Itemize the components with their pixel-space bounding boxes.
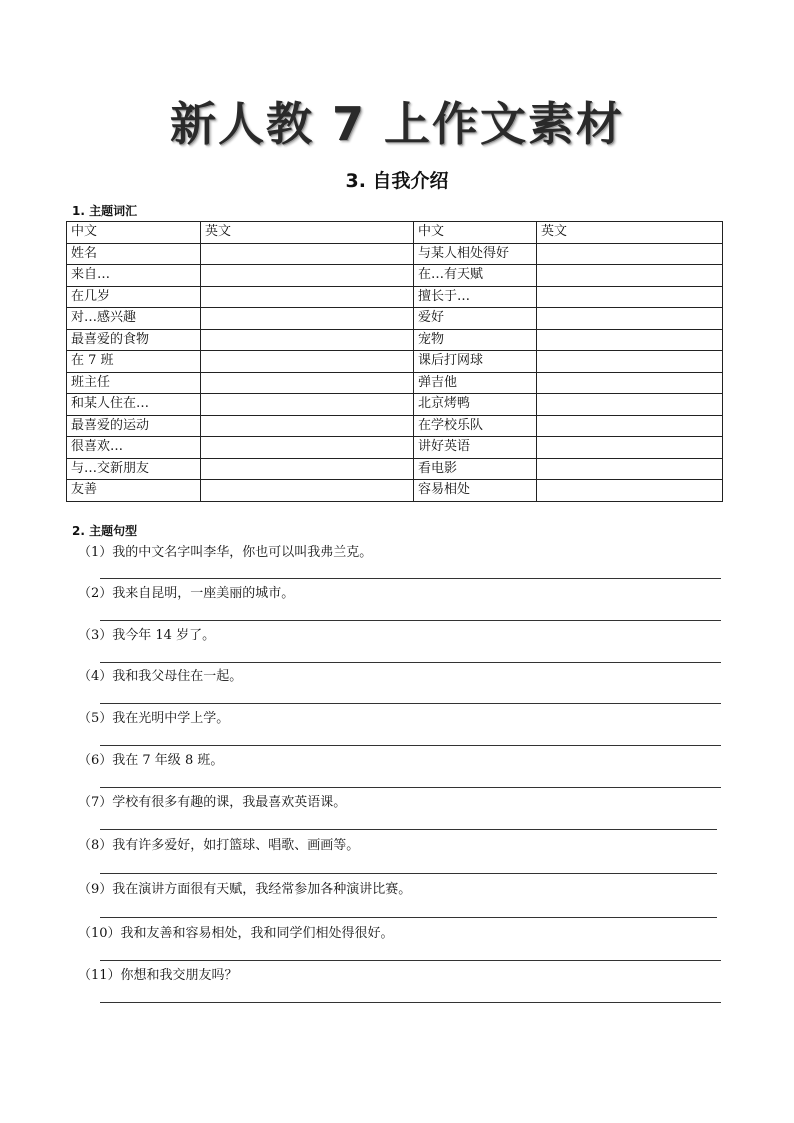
table-row: [67, 243, 723, 265]
table-cell-english-blank[interactable]: [537, 480, 723, 502]
table-cell-chinese: 与某人相处得好: [414, 243, 537, 265]
table-cell-english-blank[interactable]: [201, 286, 414, 308]
table-cell-english-blank[interactable]: [201, 265, 414, 287]
table-cell-chinese: 在 7 班: [67, 351, 201, 373]
table-cell-english-blank[interactable]: [201, 372, 414, 394]
column-header: 英文: [537, 222, 723, 244]
table-cell-chinese: 宠物: [414, 329, 537, 351]
table-row: [67, 437, 723, 459]
table-cell-chinese: 对…感兴趣: [67, 308, 201, 330]
section-vocab-heading: 1. 主题词汇: [72, 204, 138, 218]
sentence-item: （5）我在光明中学上学。: [78, 711, 230, 726]
table-cell-english-blank[interactable]: [201, 480, 414, 502]
table-cell-chinese: 来自…: [67, 265, 201, 287]
table-cell-english-blank[interactable]: [201, 243, 414, 265]
table-cell-english-blank[interactable]: [537, 458, 723, 480]
table-header-row: [67, 222, 723, 244]
table-cell-chinese: 容易相处: [414, 480, 537, 502]
page-title: 新人教 7 上作文素材: [169, 97, 625, 151]
table-row: [67, 265, 723, 287]
sentence-item: （3）我今年 14 岁了。: [78, 628, 216, 643]
vocab-table: [66, 221, 723, 502]
answer-line[interactable]: [100, 745, 721, 746]
answer-line[interactable]: [100, 829, 717, 830]
sentence-item: （1）我的中文名字叫李华，你也可以叫我弗兰克。: [78, 545, 373, 560]
table-cell-chinese: 友善: [67, 480, 201, 502]
table-row: [67, 372, 723, 394]
table-cell-chinese: 讲好英语: [414, 437, 537, 459]
answer-line[interactable]: [100, 960, 721, 961]
sentence-item: （11）你想和我交朋友吗？: [78, 968, 238, 983]
table-cell-english-blank[interactable]: [201, 415, 414, 437]
table-row: [67, 308, 723, 330]
table-cell-english-blank[interactable]: [537, 243, 723, 265]
table-cell-english-blank[interactable]: [537, 394, 723, 416]
table-row: [67, 286, 723, 308]
table-cell-chinese: 与…交新朋友: [67, 458, 201, 480]
table-cell-chinese: 看电影: [414, 458, 537, 480]
column-header: 中文: [414, 222, 537, 244]
table-cell-chinese: 班主任: [67, 372, 201, 394]
sentence-item: （2）我来自昆明，一座美丽的城市。: [78, 586, 295, 601]
column-header: 中文: [67, 222, 201, 244]
table-cell-english-blank[interactable]: [537, 372, 723, 394]
column-header: 英文: [201, 222, 414, 244]
table-cell-english-blank[interactable]: [201, 437, 414, 459]
answer-line[interactable]: [100, 703, 721, 704]
table-cell-english-blank[interactable]: [537, 286, 723, 308]
table-row: [67, 480, 723, 502]
table-cell-chinese: 很喜欢…: [67, 437, 201, 459]
sentence-item: （8）我有许多爱好，如打篮球、唱歌、画画等。: [78, 838, 360, 853]
answer-line[interactable]: [100, 787, 721, 788]
table-cell-english-blank[interactable]: [201, 351, 414, 373]
table-cell-english-blank[interactable]: [537, 437, 723, 459]
table-cell-english-blank[interactable]: [537, 351, 723, 373]
sentence-item: （6）我在 7 年级 8 班。: [78, 753, 224, 768]
table-row: [67, 415, 723, 437]
table-cell-chinese: 姓名: [67, 243, 201, 265]
table-cell-english-blank[interactable]: [537, 415, 723, 437]
table-cell-chinese: 和某人住在…: [67, 394, 201, 416]
table-cell-english-blank[interactable]: [201, 308, 414, 330]
table-cell-chinese: 在学校乐队: [414, 415, 537, 437]
table-row: [67, 394, 723, 416]
table-cell-chinese: 弹吉他: [414, 372, 537, 394]
table-cell-english-blank[interactable]: [201, 329, 414, 351]
sentence-item: （10）我和友善和容易相处，我和同学们相处得很好。: [78, 926, 394, 941]
table-cell-chinese: 最喜爱的食物: [67, 329, 201, 351]
table-row: [67, 329, 723, 351]
answer-line[interactable]: [100, 1002, 721, 1003]
table-cell-chinese: 课后打网球: [414, 351, 537, 373]
table-cell-english-blank[interactable]: [201, 394, 414, 416]
section-sentences-heading: 2. 主题句型: [72, 524, 138, 538]
table-cell-chinese: 爱好: [414, 308, 537, 330]
answer-line[interactable]: [100, 917, 717, 918]
answer-line[interactable]: [100, 662, 721, 663]
answer-line[interactable]: [100, 578, 721, 579]
table-cell-english-blank[interactable]: [537, 329, 723, 351]
table-cell-english-blank[interactable]: [537, 265, 723, 287]
table-row: [67, 351, 723, 373]
sentence-item: （7）学校有很多有趣的课，我最喜欢英语课。: [78, 795, 347, 810]
table-cell-english-blank[interactable]: [201, 458, 414, 480]
sentence-item: （9）我在演讲方面很有天赋，我经常参加各种演讲比赛。: [78, 882, 412, 897]
page-subtitle: 3. 自我介绍: [345, 170, 449, 192]
sentence-item: （4）我和我父母住在一起。: [78, 669, 243, 684]
table-cell-chinese: 在…有天赋: [414, 265, 537, 287]
table-row: [67, 458, 723, 480]
table-cell-chinese: 北京烤鸭: [414, 394, 537, 416]
table-cell-chinese: 在几岁: [67, 286, 201, 308]
table-cell-chinese: 擅长于…: [414, 286, 537, 308]
table-cell-english-blank[interactable]: [537, 308, 723, 330]
table-cell-chinese: 最喜爱的运动: [67, 415, 201, 437]
answer-line[interactable]: [100, 620, 721, 621]
answer-line[interactable]: [100, 873, 717, 874]
